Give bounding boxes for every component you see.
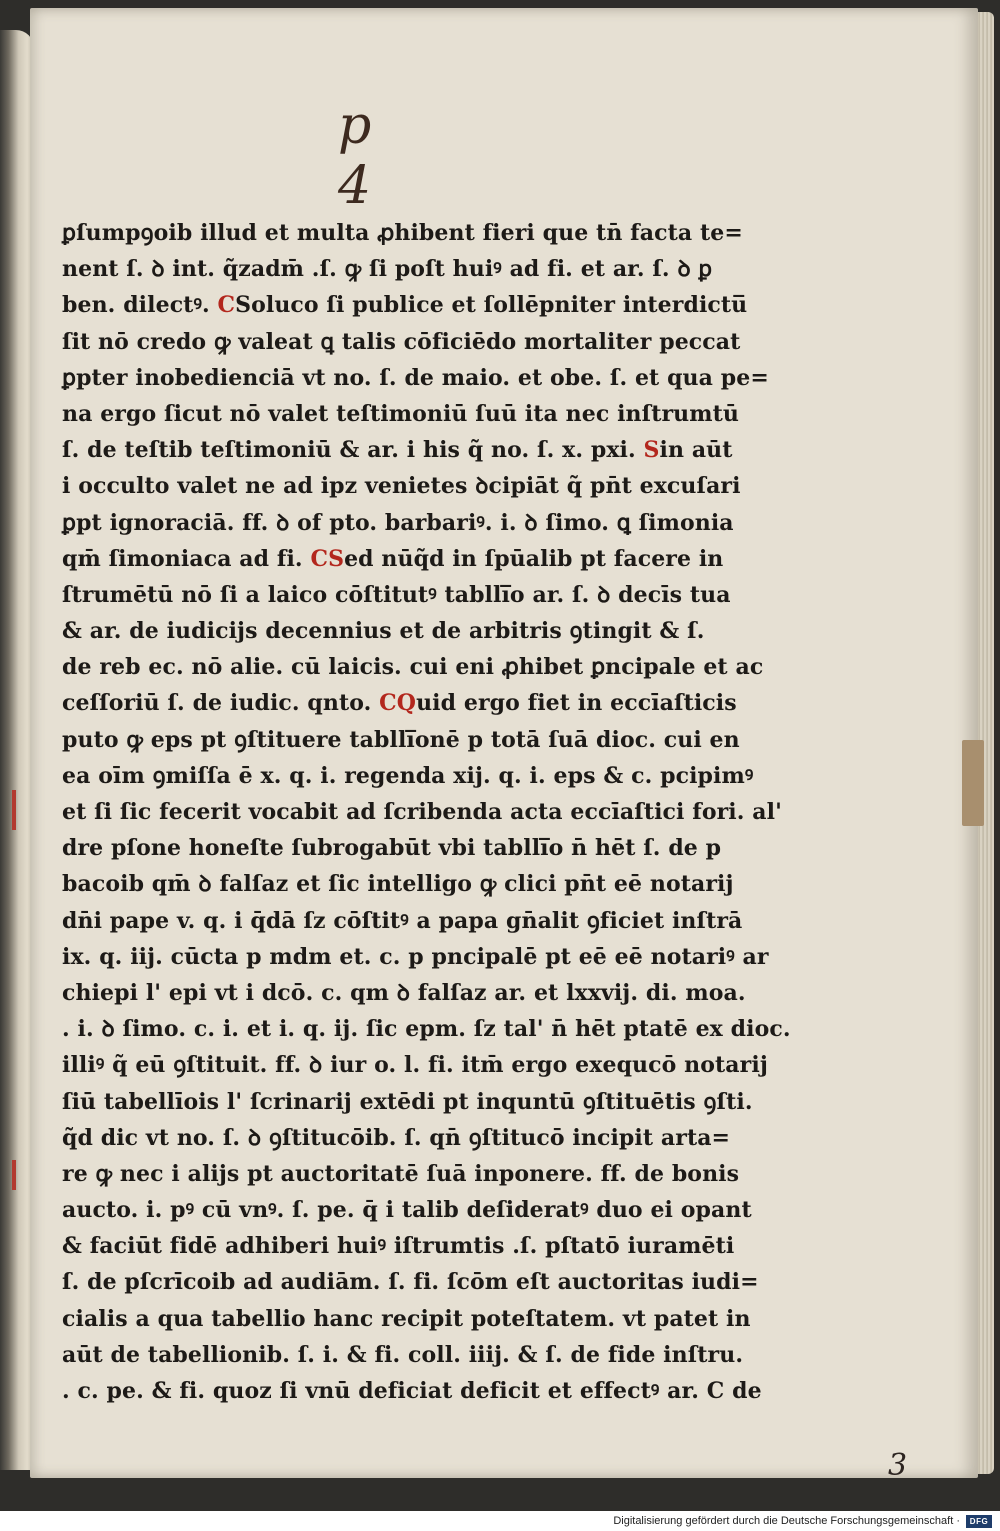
text-line: [62, 1011, 791, 1047]
line-text: na ergo ſicut nō valet teſtimoniū ſuū ita nec inſtrumtū: [62, 400, 739, 427]
line-text: ea oīm ꝯmiſſa ē x. q. i. regenda xij. q. i. eps & c. pcipimꝰ: [62, 762, 754, 789]
line-text: ceſſoriū ſ. de iudic. qnto.: [62, 690, 372, 717]
line-text: ben. dilectꝰ.: [62, 292, 210, 319]
line-text: qm̄ ſimoniaca ad fi.: [62, 545, 303, 572]
line-text: dre pſone honeſte ſubrogabūt vbi tablli̅o n̄ hēt ſ. de p: [62, 835, 722, 862]
line-text: ſ. de teſtib teſtimoniū & ar. i his q̃ no. ſ. x. pxi.: [62, 437, 636, 464]
text-line: [62, 830, 722, 866]
text-line: [62, 1337, 744, 1373]
line-text: ꝑpt ignoraciā. ff. ꝺ of pto. barbariꝰ. i. ꝺ ſimo. ꝗ ſimonia: [62, 509, 734, 536]
line-text: . c. pe. & fi. quoz ſi vnū deficiat deficit et effectꝰ ar. C de: [62, 1378, 762, 1404]
text-line: [62, 1156, 740, 1192]
rubric-initial: CQ: [371, 690, 417, 717]
line-text: re ꝙ nec i alijs pt auctoritatē ſuā inponere. ff. de bonis: [62, 1160, 740, 1187]
line-text: nent ſ. ꝺ int. q̃zadm̄ .ſ. ꝙ ſi poſt huiꝰ ad fi. et ar. ſ. ꝺ ꝑ: [62, 256, 713, 283]
line-text: illiꝰ q̃ eū ꝯſtituit. ff. ꝺ iur o. l. fi. itm̄ ergo exequcō notarij: [62, 1052, 768, 1079]
handwritten-shelfmark: p 4: [338, 96, 386, 216]
text-line: [62, 1228, 735, 1264]
text-line: [62, 287, 748, 323]
text-line: [62, 251, 713, 287]
line-text: ſ. de pſcrīcoib ad audiām. ſ. fi. ſcōm eſt auctoritas iudi=: [62, 1269, 759, 1296]
text-line: [62, 903, 743, 939]
line-text: dn̄i pape v. q. i q̄dā ſz cōſtitꝰ a papa gn̄alit ꝯficiet inſtrā: [62, 907, 743, 934]
footer: [0, 1511, 1000, 1531]
line-text: ꝑpter inobedienciā vt no. ſ. de maio. et obe. ſ. et qua pe=: [62, 364, 769, 391]
text-line: [62, 215, 743, 251]
line-text: q̃d dic vt no. ſ. ꝺ ꝯſtitucōib. ſ. qn̄ ꝯſtitucō incipit arta=: [62, 1124, 731, 1151]
facing-page-rubric-mark: [12, 1160, 16, 1190]
folio-number: 3: [888, 1448, 908, 1483]
text-line: [62, 1301, 751, 1337]
line-text: cialis a qua tabellio hanc recipit poteſtatem. vt patet in: [62, 1305, 751, 1332]
text-line: [62, 468, 741, 504]
line-text: . i. ꝺ ſimo. c. i. et i. q. ij. ſic epm. ſz tal' n̄ hēt ptatē ex dioc.: [62, 1016, 791, 1043]
line-text: aūt de tabellionib. ſ. i. & fi. coll. iiij. & ſ. de fide inſtru.: [62, 1341, 744, 1368]
text-line: [62, 939, 769, 975]
text-line: [62, 649, 764, 685]
text-line: [62, 1192, 752, 1228]
text-line: [62, 794, 782, 830]
text-line: [62, 866, 734, 902]
line-text: chiepi l' epi vt i dcō. c. qm ꝺ falſaz ar. et lxxvij. di. moa.: [62, 979, 746, 1006]
line-text-continued: Soluco ſi publice et ſollēpniter interdictu̅: [235, 292, 748, 319]
text-line: [62, 505, 734, 541]
facing-page-edge: [0, 30, 34, 1470]
rubric-initial: C: [209, 292, 236, 319]
text-line: [62, 396, 739, 432]
text-line: [62, 1264, 759, 1300]
facing-page-rubric-mark: [12, 790, 16, 830]
text-block: [62, 215, 791, 1409]
text-line: [62, 1373, 762, 1409]
line-text-continued: uid ergo fiet in eccīaſticis: [416, 690, 737, 717]
text-line: [62, 1084, 753, 1120]
line-text: ix. q. iij. cūcta p mdm et. c. p pncipalē pt eē eē notariꝰ ar: [62, 943, 769, 970]
text-line: [62, 975, 746, 1011]
line-text: ꝑſumpꝯoib illud et multa ꝓhibent fieri que tn̄ facta te=: [62, 220, 743, 246]
line-text: ſiū tabellīois l' ſcrinarij extēdi pt inquntū ꝯſtituētis ꝯſti.: [62, 1088, 753, 1115]
text-line: [62, 722, 740, 758]
line-text: & faciūt fidē adhiberi huiꝰ iſtrumtis .ſ. pſtatō iuramēti: [62, 1233, 735, 1260]
line-text: et ſi ſic fecerit vocabit ad ſcribenda acta eccīaſtici fori. al': [62, 799, 782, 825]
rubric-initial: CS: [302, 545, 345, 572]
line-text: ſit nō credo ꝙ valeat ꝗ talis cōficiēdo mortaliter peccat: [62, 328, 741, 355]
text-line: [62, 1120, 731, 1156]
text-line: [62, 324, 741, 360]
line-text: i occulto valet ne ad ipz venietes ꝺcipiāt q̃ pn̄t excuſari: [62, 473, 741, 500]
rubric-initial: S: [635, 437, 660, 464]
footer-credit: Digitalisierung gefördert durch die Deutsche Forschungsgemeinschaft ·: [613, 1515, 960, 1527]
text-line: [62, 685, 737, 721]
text-line: [62, 360, 769, 396]
text-line: [62, 577, 731, 613]
line-text: puto ꝙ eps pt ꝯſtituere tablli̅onē p totā ſuā dioc. cui en: [62, 726, 740, 753]
line-text: de reb ec. nō alie. cū laicis. cui eni ꝓhibet ꝑncipale et ac: [62, 654, 764, 681]
line-text: bacoib qm̄ ꝺ falſaz et ſic intelligo ꝙ clici pn̄t eē notarij: [62, 871, 734, 898]
text-line: [62, 541, 724, 577]
line-text: ſtrumētū nō ſi a laico cōſtitutꝰ tablli̅o ar. ſ. ꝺ decīs tua: [62, 581, 731, 608]
line-text-continued: ed nūq̃d in ſpūalib pt facere in: [344, 545, 724, 572]
line-text: aucto. i. pꝰ cū vnꝰ. ſ. pe. q̄ i talib deſideratꝰ duo ei opant: [62, 1197, 752, 1224]
leather-tab: [962, 740, 984, 826]
text-line: [62, 758, 754, 794]
text-line: [62, 613, 705, 649]
line-text-continued: in aūt: [659, 437, 733, 464]
dfg-logo: DFG: [966, 1515, 992, 1528]
text-line: [62, 1047, 768, 1083]
line-text: & ar. de iudicijs decennius et de arbitris ꝯtingit & ſ.: [62, 618, 705, 645]
text-line: [62, 432, 733, 468]
